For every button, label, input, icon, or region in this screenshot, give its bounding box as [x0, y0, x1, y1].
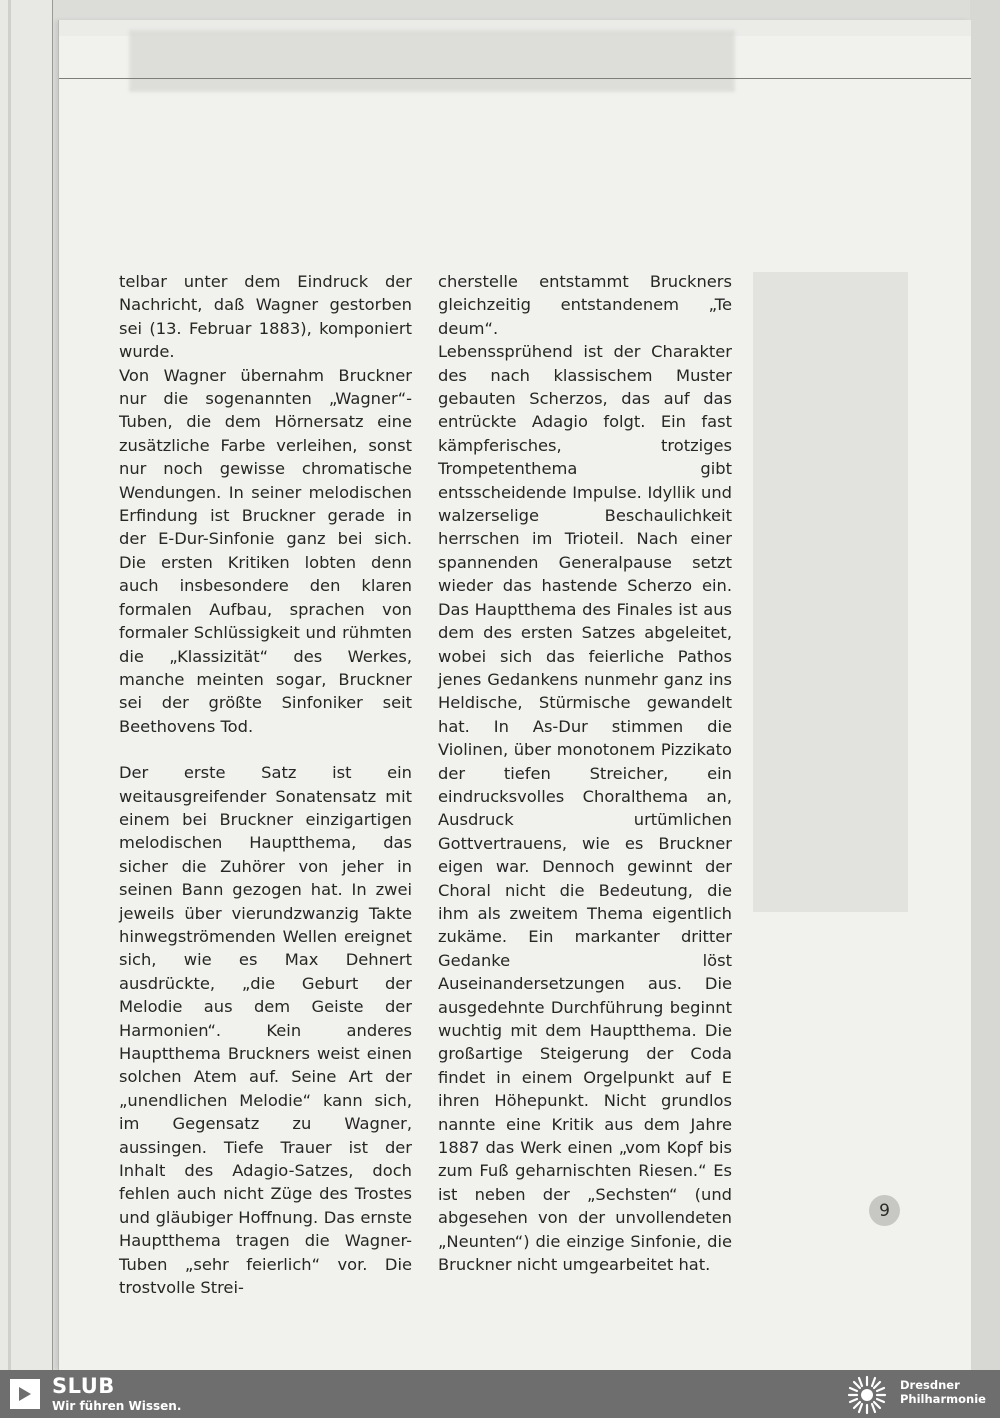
- paragraph: telbar unter dem Eindruck der Nachricht, daß Wagner gestorben sei (13. Februar 1883), komponiert wurde.: [119, 272, 412, 362]
- slub-logo-icon: [10, 1379, 40, 1409]
- paragraph: Der erste Satz ist ein weitausgreifender Sonatensatz mit einem bei Bruckner einzigartigen melodischen Hauptthema, das sicher die Zuhörer von jeher in seinen Bann gezogen hat. In zwei jeweils über vierundzwanzig Takte hinwegströmenden Wellen ereignet sich, wie es Max Dehnert ausdrückte, „die Geburt der Melodie aus dem Geiste der Harmonien“. Kein anderes Hauptthema Bruckners weist einen solchen Atem auf. Seine Art der „unendlichen Melodie“ kann sich, im Gegensatz zu Wagner, aussingen. Tiefe Trauer ist der Inhalt des Adagio-Satzes, doch fehlen auch nicht Züge des Trostes und gläubiger Hoffnung. Das ernste Hauptthema tragen die Wagner-Tuben „sehr feierlich“ vor. Die trostvolle Strei-: [119, 763, 412, 1298]
- partner-name: [900, 1378, 986, 1406]
- show-through-header-band: [129, 30, 735, 92]
- partner-name-line1: Dresdner: [900, 1378, 960, 1392]
- page-right-edge: [970, 0, 1000, 1370]
- library-tagline: Wir führen Wissen.: [52, 1399, 182, 1413]
- paragraph: cherstelle entstammt Bruckners gleichzeitig entstandenem „Te deum“.: [438, 272, 732, 338]
- footer-bar: [0, 1370, 1000, 1418]
- library-name: SLUB: [52, 1374, 115, 1398]
- paragraph: Von Wagner übernahm Bruckner nur die sogenannten „Wagner“-Tuben, die dem Hörnersatz eine zusätzliche Farbe verleihen, sonst nur noch gewisse chromatische Wendungen. In seiner melodischen Erfindung ist Bruckner gerade in der E-Dur-Sinfonie ganz bei sich. Die ersten Kritiken lobten denn auch insbesondere den klaren formalen Aufbau, sprachen von formaler Schlüssigkeit und rühmten die „Klassizität“ des Werkes, manche meinten sogar, Bruckner sei der größte Sinfoniker seit Beethovens Tod.: [119, 365, 412, 736]
- text-column-right: [438, 270, 732, 1276]
- show-through-image: [753, 272, 908, 912]
- scanned-page: [58, 20, 971, 1370]
- paragraph: Lebenssprühend ist der Charakter des nach klassischem Muster gebauten Scherzos, das auf das entrückte Adagio folgt. Ein fast kämpferisches, trotziges Trompetenthema gibt entsscheidende Impulse. Idyllik und walzerselige Beschaulichkeit herrschen im Trioteil. Nach einer spannenden Generalpause setzt wieder das hastende Scherzo ein. Das Hauptthema des Finales ist aus dem des ersten Satzes abgeleitet, wobei sich das feierliche Pathos jenes Gedankens nunmehr ganz ins Heldische, Stürmische gewandelt hat. In As-Dur stimmen die Violinen, über monotonem Pizzikato der tiefen Streicher, ein eindrucksvolles Choralthema an, Ausdruck urtümlichen Gottvertrauens, wie es Bruckner eigen war. Dennoch gewinnt der Choral nicht die Bedeutung, die ihm als zweitem Thema eigentlich zukäme. Ein markanter dritter Gedanke löst Auseinandersetzungen aus. Die ausgedehnte Durchführung beginnt wuchtig mit dem Hauptthema. Die großartige Steigerung der Coda findet in einem Orgelpunkt auf E ihren Höhepunkt. Nicht grundlos nannte eine Kritik aus dem Jahre 1887 das Werk einen „vom Kopf bis zum Fuß geharnischten Riesen.“ Es ist neben der „Sechsten“ (und abgesehen von der unvollendeten „Neunten“) die einzige Sinfonie, die Bruckner nicht umgearbeitet hat.: [438, 342, 732, 1275]
- previous-page-edge: [0, 0, 53, 1370]
- page-number: 9: [869, 1195, 900, 1226]
- header-rule: [59, 78, 971, 79]
- partner-name-line2: Philharmonie: [900, 1392, 986, 1406]
- text-column-left: [119, 270, 412, 1299]
- dresdner-philharmonie-logo-icon: [842, 1375, 892, 1415]
